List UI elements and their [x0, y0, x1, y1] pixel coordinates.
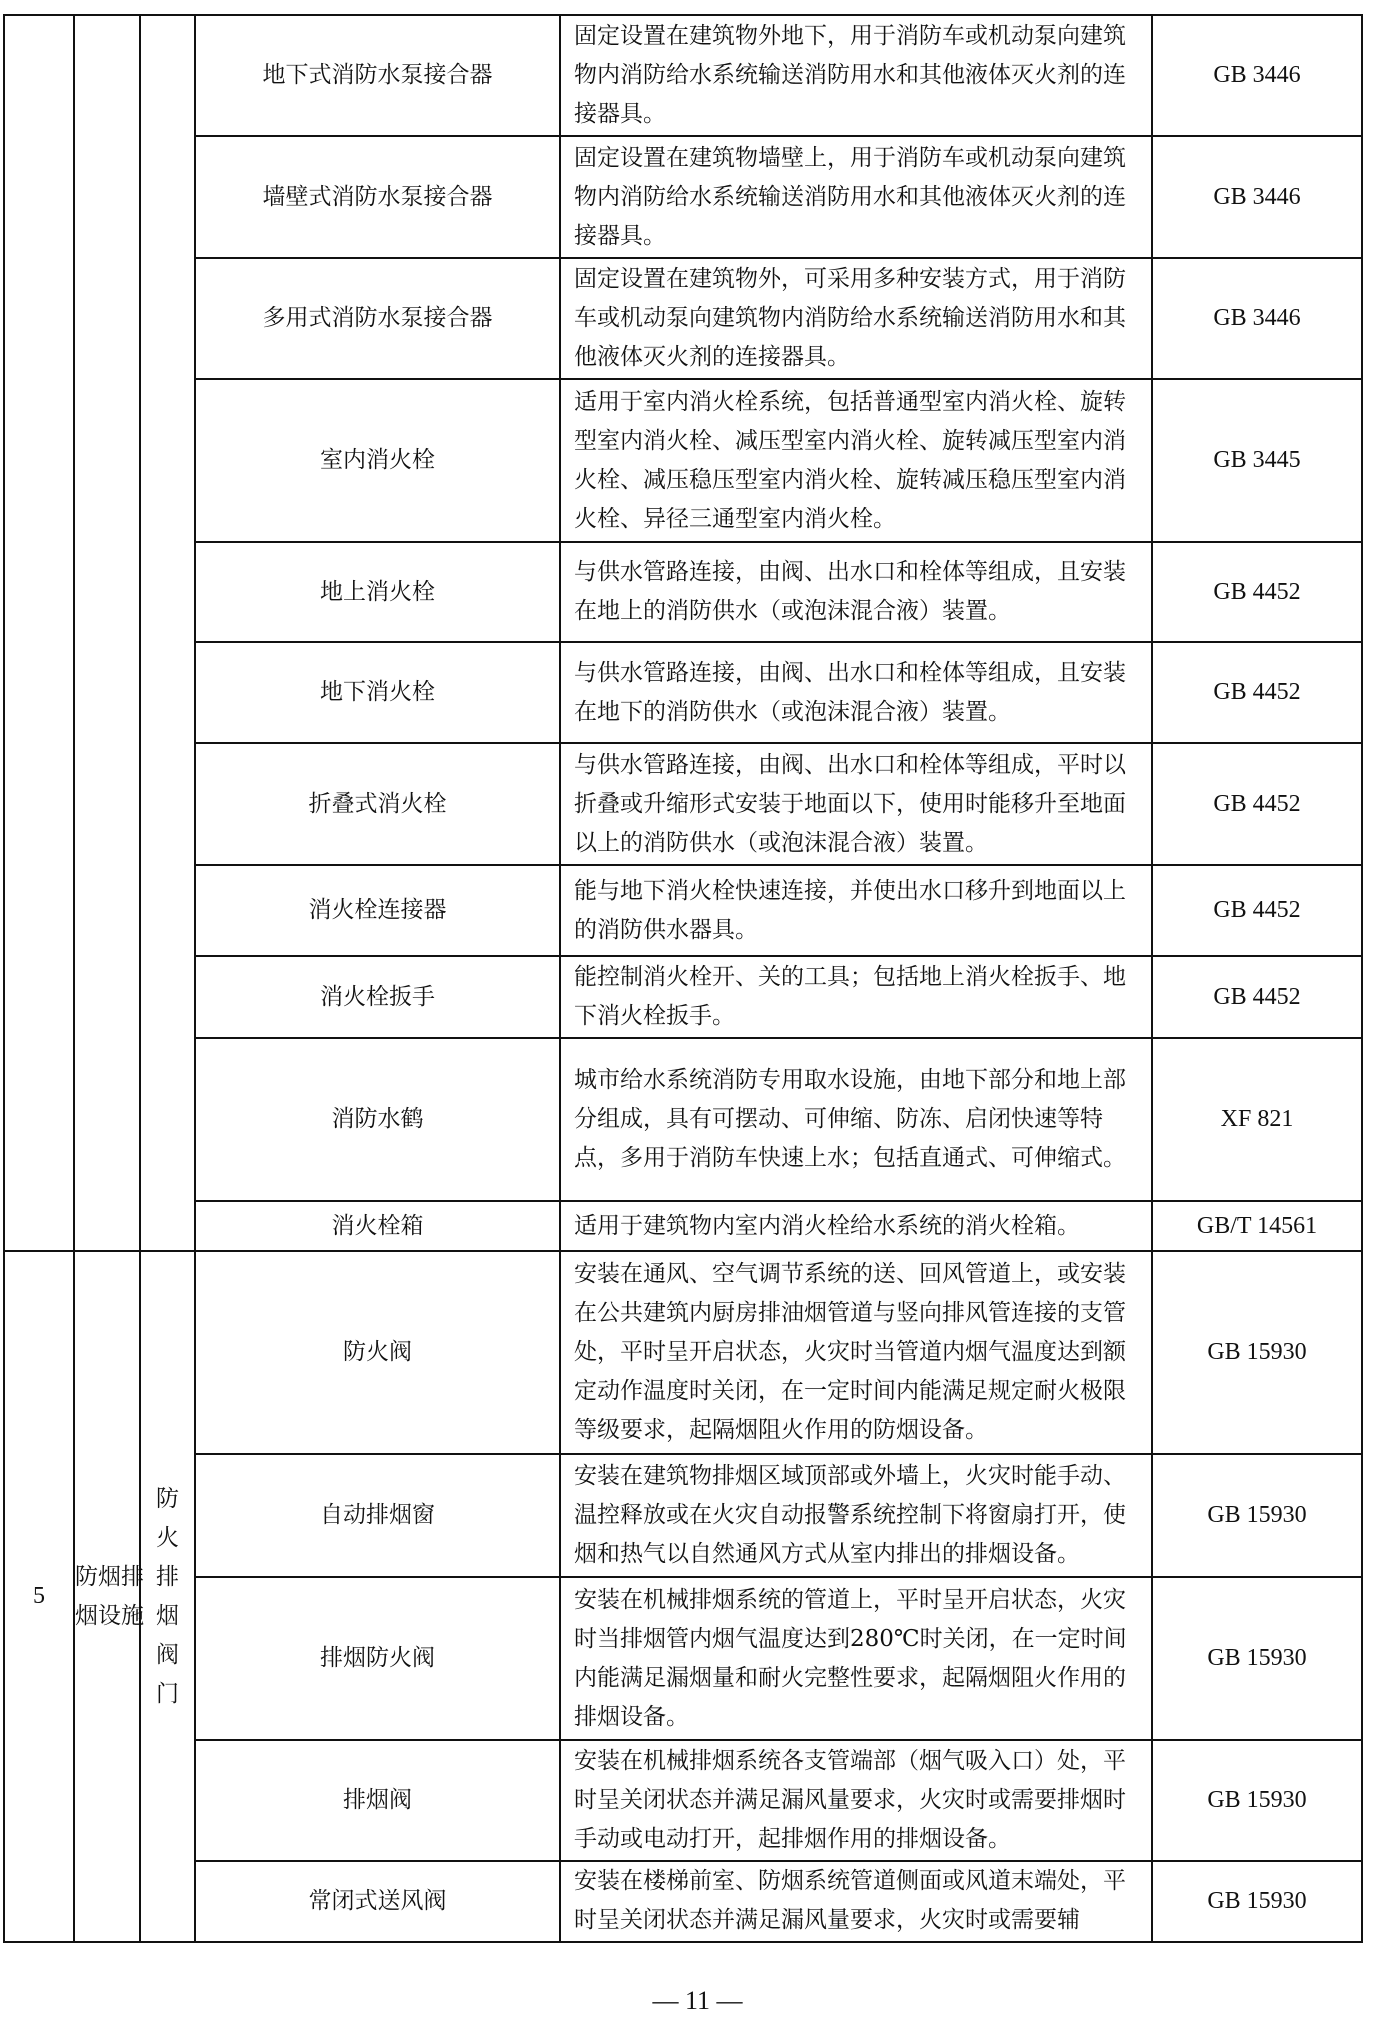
- table-row: [4, 15, 1362, 136]
- standard-code: GB 15930: [1152, 1251, 1362, 1454]
- table-row: [4, 1861, 1362, 1942]
- standard-code: GB 15930: [1152, 1454, 1362, 1577]
- table-row: [4, 956, 1362, 1038]
- product-name: 排烟阀: [195, 1740, 560, 1861]
- standard-code: GB 4452: [1152, 865, 1362, 956]
- product-name: 多用式消防水泵接合器: [195, 258, 560, 379]
- product-description: 与供水管路连接，由阀、出水口和栓体等组成，且安装在地下的消防供水（或泡沫混合液）装置。: [560, 642, 1152, 743]
- standard-code: GB 4452: [1152, 542, 1362, 642]
- subcategory-text: 防火排烟阀门: [156, 1485, 179, 1707]
- standard-code: GB 3445: [1152, 379, 1362, 542]
- product-name: 常闭式送风阀: [195, 1861, 560, 1942]
- product-description: 安装在楼梯前室、防烟系统管道侧面或风道末端处，平时呈关闭状态并满足漏风量要求，火灾时或需要辅: [560, 1861, 1152, 1942]
- table-row: [4, 642, 1362, 743]
- standard-code: GB 3446: [1152, 136, 1362, 258]
- product-description: 安装在通风、空气调节系统的送、回风管道上，或安装在公共建筑内厨房排油烟管道与竖向排风管连接的支管处，平时呈开启状态，火灾时当管道内烟气温度达到额定动作温度时关闭，在一定时间内能满足规定耐火极限等级要求，起隔烟阻火作用的防烟设备。: [560, 1251, 1152, 1454]
- group-index: 5: [4, 1251, 74, 1942]
- product-description: 能与地下消火栓快速连接，并使出水口移升到地面以上的消防供水器具。: [560, 865, 1152, 956]
- standard-code: XF 821: [1152, 1038, 1362, 1201]
- table-row: [4, 1201, 1362, 1251]
- product-name: 排烟防火阀: [195, 1577, 560, 1740]
- product-description: 能控制消火栓开、关的工具；包括地上消火栓扳手、地下消火栓扳手。: [560, 956, 1152, 1038]
- table-row: [4, 1251, 1362, 1454]
- standard-code: GB 15930: [1152, 1577, 1362, 1740]
- product-name: 自动排烟窗: [195, 1454, 560, 1577]
- table-row: [4, 258, 1362, 379]
- product-description: 固定设置在建筑物墙壁上，用于消防车或机动泵向建筑物内消防给水系统输送消防用水和其他液体灭火剂的连接器具。: [560, 136, 1152, 258]
- table-row: [4, 743, 1362, 865]
- subcategory-cell-continued: [140, 15, 195, 1251]
- category-cell-continued: [74, 15, 140, 1251]
- product-description: 适用于建筑物内室内消火栓给水系统的消火栓箱。: [560, 1201, 1152, 1251]
- table-row: [4, 1740, 1362, 1861]
- product-name: 室内消火栓: [195, 379, 560, 542]
- product-name: 消火栓箱: [195, 1201, 560, 1251]
- standard-code: GB 15930: [1152, 1740, 1362, 1861]
- product-name: 消火栓扳手: [195, 956, 560, 1038]
- product-name: 消防水鹤: [195, 1038, 560, 1201]
- product-name: 地上消火栓: [195, 542, 560, 642]
- standard-code: GB 3446: [1152, 258, 1362, 379]
- product-description: 与供水管路连接，由阀、出水口和栓体等组成，平时以折叠或升缩形式安装于地面以下，使用时能移升至地面以上的消防供水（或泡沫混合液）装置。: [560, 743, 1152, 865]
- table-row: [4, 1038, 1362, 1201]
- category-text: 防烟排烟设施: [75, 1563, 144, 1629]
- table-row: [4, 136, 1362, 258]
- product-name: 墙壁式消防水泵接合器: [195, 136, 560, 258]
- page-number: — 11 —: [652, 1986, 743, 2015]
- product-description: 固定设置在建筑物外，可采用多种安装方式，用于消防车或机动泵向建筑物内消防给水系统输送消防用水和其他液体灭火剂的连接器具。: [560, 258, 1152, 379]
- table-row: [4, 1577, 1362, 1740]
- product-name: 地下式消防水泵接合器: [195, 15, 560, 136]
- standard-code: GB 4452: [1152, 956, 1362, 1038]
- product-description: 安装在机械排烟系统的管道上，平时呈开启状态，火灾时当排烟管内烟气温度达到280℃时关闭，在一定时间内能满足漏烟量和耐火完整性要求，起隔烟阻火作用的排烟设备。: [560, 1577, 1152, 1740]
- table-row: [4, 1454, 1362, 1577]
- index-cell-continued: [4, 15, 74, 1251]
- product-description: 与供水管路连接，由阀、出水口和栓体等组成，且安装在地上的消防供水（或泡沫混合液）装置。: [560, 542, 1152, 642]
- table-row: [4, 379, 1362, 542]
- product-name: 地下消火栓: [195, 642, 560, 743]
- standards-table: [3, 14, 1363, 1943]
- product-name: 消火栓连接器: [195, 865, 560, 956]
- group-subcategory: [140, 1251, 195, 1942]
- table-row: [4, 542, 1362, 642]
- table-row: [4, 865, 1362, 956]
- product-name: 折叠式消火栓: [195, 743, 560, 865]
- standard-code: GB 4452: [1152, 743, 1362, 865]
- standard-code: GB 4452: [1152, 642, 1362, 743]
- group-category: [74, 1251, 144, 1942]
- product-description: 安装在建筑物排烟区域顶部或外墙上，火灾时能手动、温控释放或在火灾自动报警系统控制下将窗扇打开，使烟和热气以自然通风方式从室内排出的排烟设备。: [560, 1454, 1152, 1577]
- product-name: 防火阀: [195, 1251, 560, 1454]
- product-description: 城市给水系统消防专用取水设施，由地下部分和地上部分组成，具有可摆动、可伸缩、防冻、启闭快速等特点，多用于消防车快速上水；包括直通式、可伸缩式。: [560, 1038, 1152, 1201]
- standard-code: GB 15930: [1152, 1861, 1362, 1942]
- standard-code: GB 3446: [1152, 15, 1362, 136]
- standard-code: GB/T 14561: [1152, 1201, 1362, 1251]
- product-description: 安装在机械排烟系统各支管端部（烟气吸入口）处，平时呈关闭状态并满足漏风量要求，火灾时或需要排烟时手动或电动打开，起排烟作用的排烟设备。: [560, 1740, 1152, 1861]
- product-description: 固定设置在建筑物外地下，用于消防车或机动泵向建筑物内消防给水系统输送消防用水和其他液体灭火剂的连接器具。: [560, 15, 1152, 136]
- product-description: 适用于室内消火栓系统，包括普通型室内消火栓、旋转型室内消火栓、减压型室内消火栓、旋转减压型室内消火栓、减压稳压型室内消火栓、旋转减压稳压型室内消火栓、异径三通型室内消火栓。: [560, 379, 1152, 542]
